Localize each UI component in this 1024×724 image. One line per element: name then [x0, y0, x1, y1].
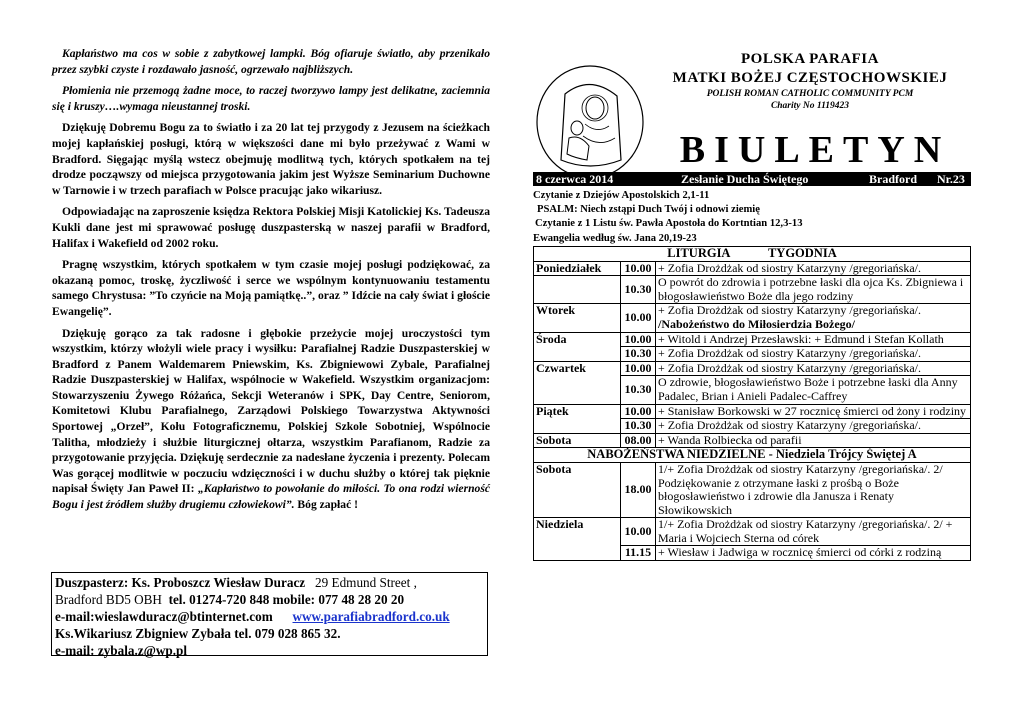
madonna-icon [535, 64, 645, 180]
header-line-2: MATKI BOŻEJ CZĘSTOCHOWSKIEJ [672, 70, 948, 86]
intention-cell: + Zofia Drożdżak od siostry Katarzyny /gregoriańska/. [656, 419, 971, 434]
day-cell: Niedziela [534, 518, 621, 561]
header-line-4: Charity No 1119423 [770, 101, 850, 111]
header-line-1: POLSKA PARAFIA [741, 51, 879, 67]
time-cell: 10.30 [621, 347, 656, 362]
day-cell: Sobota [534, 433, 621, 448]
intention-cell: 1/+ Zofia Drożdżak od siostry Katarzyny /gregoriańska/. 2/ Podziękowanie z otrzymane łaski z prośbą o Boże błogosławieństwo i zdrowie dla Janusza i Renaty Słowikowskich [656, 462, 971, 517]
street-address: 29 Edmund Street , [315, 575, 417, 590]
time-cell: 10.00 [621, 332, 656, 347]
table-row [534, 261, 971, 276]
table-header-row [534, 247, 971, 262]
intention-cell: + Witold i Andrzej Przesławski: + Edmund i Stefan Kollath [656, 332, 971, 347]
letter-paragraph-4 [52, 326, 490, 513]
table-row [534, 332, 971, 347]
letter-column [52, 46, 490, 519]
time-cell: 10.30 [621, 276, 656, 304]
time-cell: 10.00 [621, 518, 656, 546]
intention-cell: 1/+ Zofia Drożdżak od siostry Katarzyny /gregoriańska/. 2/ + Maria i Wojciech Sterna od córek [656, 518, 971, 546]
letter-paragraph-2: Odpowiadając na zaproszenie księdza Rektora Polskiej Misji Katolickiej Ks. Tadeusza Kukli dane jest mi sprawować posługę duszpasterską w naszej parafii w Bradford, Halifax i Wakefield od 2002 roku. [52, 205, 490, 250]
day-cell: Czwartek [534, 361, 621, 404]
reading-gospel: Ewangelia według św. Jana 20,19-23 [533, 232, 697, 244]
table-row [534, 276, 971, 304]
contact-box [51, 572, 488, 656]
feast-name: Zesłanie Ducha Świętego [681, 172, 809, 186]
intro-quote-1: Kapłaństwo ma cos w sobie z zabytkowej lampki. Bóg ofiaruje światło, aby przenikało przez szybki czyste i rozdawało jasność, ogrzewało najbliższych. [52, 47, 490, 76]
day-cell: Środa [534, 332, 621, 361]
table-row [534, 304, 971, 332]
time-cell: 08.00 [621, 433, 656, 448]
intention-text: + Zofia Drożdżak od siostry Katarzyny /gregoriańska/. [658, 303, 922, 318]
city-postcode: Bradford BD5 OBH [55, 592, 162, 607]
sunday-heading: NABOŻEŃSTWA NIEDZIELNE - Niedziela Trójcy Świętej A [534, 448, 971, 463]
intro-quote-2: Płomienia nie przemogą żadne moce, to raczej tworzywo lampy jest delikatne, zaciemnia się i kruszy….wymaga nieustannej troski. [52, 84, 490, 113]
reading-1: Czytanie z Dziejów Apostolskich 2,1-11 [533, 190, 710, 201]
intention-cell: + Stanisław Borkowski w 27 rocznicę śmierci od żony i rodziny [656, 404, 971, 419]
header-line-3: POLISH ROMAN CATHOLIC COMMUNITY PCM [706, 89, 914, 99]
week-heading: TYGODNIA [767, 246, 837, 260]
letter-paragraph-1: Dziękuję Dobremu Bogu za to światło i za 20 lat tej przygody z Jezusem na ścieżkach mojej kapłańskiej posługi, którą w większości dane mi było przeżywać z Wami w Bradford. Sięgając myślą wstecz obejmuję modlitwą tych, których spotkałem na tej drodze począwszy od miejsca przygotowania jakim jest Wyższe Seminarium Duchowne w Tarnowie i w trzech parafiach w Polsce pracując jako wikariusz. [52, 121, 490, 197]
pastor-email: e-mail:wieslawduracz@btinternet.com [55, 609, 273, 624]
bulletin-place: Bradford [869, 172, 917, 186]
intention-cell: + Wiesław i Jadwiga w rocznicę śmierci od córki z rodziną [656, 546, 971, 561]
letter-paragraph-3: Pragnę wszystkim, których spotkałem w tym czasie mojej posługi podziękować, za okazaną pomoc, troskę, życzliwość i serce we wspólnym kontynuowaniu testamentu samego Chrystusa: ”To czyńcie na Moją pamiątkę..”, oraz ” Idźcie na cały świat i głoście Ewangelię”. [52, 258, 490, 318]
table-row [534, 462, 971, 517]
vicar-email: e-mail: zybala.z@wp.pl [55, 643, 188, 658]
time-cell: 10.00 [621, 261, 656, 276]
thanks-closing: Bóg zapłać ! [294, 498, 358, 512]
intention-cell: O zdrowie, błogosławieństwo Boże i potrzebne łaski dla Anny Padalec, Brian i Anieli Padalec-Caffrey [656, 376, 971, 404]
liturgy-heading: LITURGIA [667, 246, 731, 260]
time-cell: 11.15 [621, 546, 656, 561]
table-row [534, 361, 971, 376]
pope-quote: „Kapłaństwo to powołanie do miłości. To ona rodzi wierność Bogu i jest źródłem służby drugiemu człowiekowi”. [52, 482, 490, 512]
day-cell: Wtorek [534, 304, 621, 332]
pastor-name: Duszpasterz: Ks. Proboszcz Wiesław Duracz [55, 575, 306, 590]
time-cell: 10.00 [621, 404, 656, 419]
table-row [534, 433, 971, 448]
reading-2: Czytanie z 1 Listu św. Pawła Apostoła do Kortntian 12,3-13 [535, 218, 803, 230]
parish-website-link[interactable]: www.parafiabradford.co.uk [292, 609, 450, 624]
liturgy-table [533, 246, 971, 561]
intention-cell: + Zofia Drożdżak od siostry Katarzyny /gregoriańska/. [656, 261, 971, 276]
bulletin-number: Nr.23 [937, 172, 965, 186]
bulletin-date: 8 czerwca 2014 [536, 172, 614, 186]
day-cell: Sobota [534, 462, 621, 517]
intention-cell: + Zofia Drożdżak od siostry Katarzyny /gregoriańska/. [656, 361, 971, 376]
intention-cell [656, 304, 971, 332]
intention-cell: + Wanda Rolbiecka od parafii [656, 433, 971, 448]
parish-header [650, 50, 970, 112]
time-cell: 10.30 [621, 376, 656, 404]
time-cell: 18.00 [621, 462, 656, 517]
vicar-info: Ks.Wikariusz Zbigniew Zybała tel. 079 028 865 32. [55, 626, 341, 641]
intention-cell: + Zofia Drożdżak od siostry Katarzyny /gregoriańska/. [656, 347, 971, 362]
day-cell [534, 276, 621, 304]
readings-list [533, 189, 973, 246]
sunday-header-row [534, 448, 971, 463]
time-cell: 10.00 [621, 304, 656, 332]
time-cell: 10.00 [621, 361, 656, 376]
thanks-text: Dziękuję gorąco za tak radosne i głębokie przeżycie mojej uroczystości tym wszystkim, którzy włożyli wiele pracy i wysiłku: Parafialnej Radzie Duszpasterskiej w Bradford z Panem Waldemarem Pniewskim, Ks. Zbigniewowi Zybale, Parafialnej Radzie Duszpasterskiej w Halifax, wspólnocie w Wakefield. Wszystkim organizacjom: Stowarzyszeniu Żywego Różańca, Sekcji Weteranów i SPK, Day Centre, Seniorom, Komitetowi Klubu Parafialnego, Zarządowi Polskiego Towarzystwa Aktywności Sportowej „Orzeł”, Kołu Fotograficznemu, Polskiej Szkole Sobotniej, Wspólnocie Talitha, młodzieży i służbie liturgicznej ołtarza, wszystkim Parafianom, Radzie za przygotowanie przyjęcia. Dziękuję serdecznie za nadesłane życzenia i prezenty. Polecam Was gorącej modlitwie w poczuciu wdzięczności i w duchu służby o której tak pięknie napisał Święty Jan Paweł II: [52, 326, 490, 496]
devotion-note: /Nabożeństwo do Miłosierdzia Bożego/ [658, 316, 855, 331]
day-cell: Piątek [534, 404, 621, 433]
table-row [534, 518, 971, 546]
reading-psalm: PSALM: Niech zstąpi Duch Twój i odnowi ziemię [537, 204, 760, 216]
date-bar [533, 172, 971, 186]
bulletin-title: BIULETYN [679, 129, 951, 171]
day-cell: Poniedziałek [534, 261, 621, 276]
intention-cell: O powrót do zdrowia i potrzebne łaski dla ojca Ks. Zbigniewa i błogosławieństwo Boże dla jego rodziny [656, 276, 971, 304]
time-cell: 10.30 [621, 419, 656, 434]
phone-numbers: tel. 01274-720 848 mobile: 077 48 28 20 20 [168, 592, 405, 607]
table-row [534, 404, 971, 419]
